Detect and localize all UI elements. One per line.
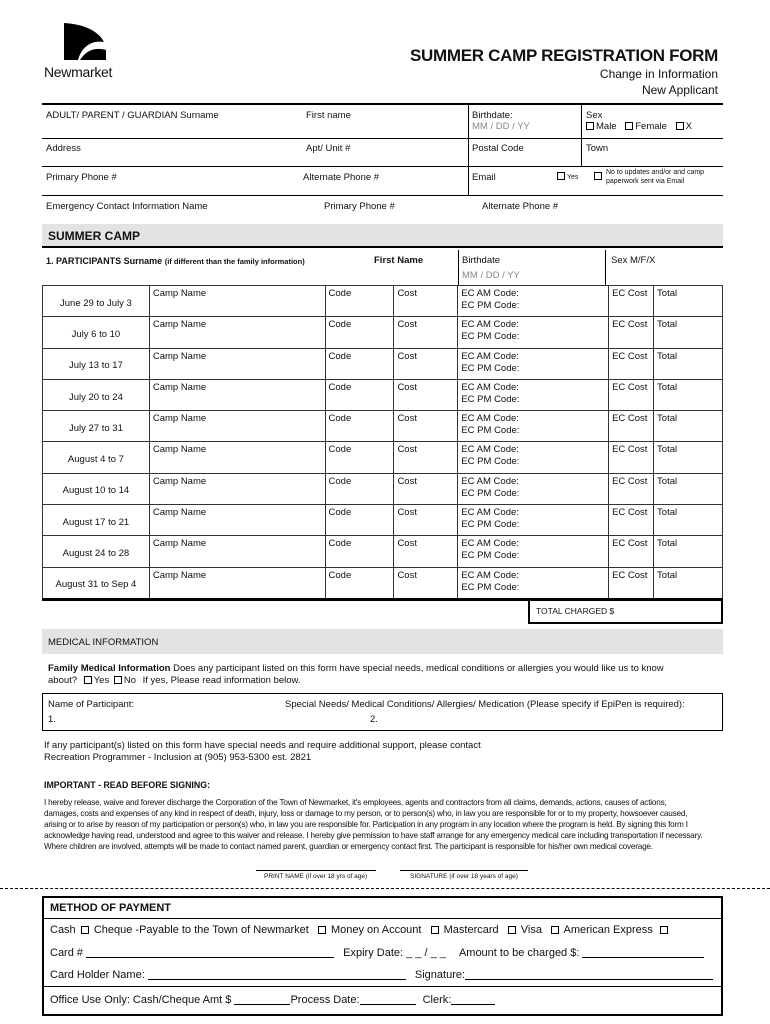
apt-label: Apt/ Unit # [306,143,351,154]
medical-box[interactable] [42,693,723,731]
surname-label: ADULT/ PARENT / GUARDIAN Surname [46,110,219,121]
camp-name-cell[interactable]: Camp Name [149,567,325,598]
week-dates: July 13 to 17 [43,348,150,379]
ec-code-cell[interactable]: EC AM Code: EC PM Code: [458,505,609,536]
mastercard-checkbox[interactable] [508,926,516,934]
emergency-primary-label: Primary Phone # [324,201,395,212]
camp-week-row [43,505,723,536]
week-dates: July 20 to 24 [43,379,150,410]
participants-label: 1. PARTICIPANTS Surname (if different than the family information) [46,256,305,266]
card-number-field[interactable] [86,948,334,958]
total-cell[interactable]: Total [654,317,723,348]
camp-name-cell[interactable]: Camp Name [149,505,325,536]
code-cell[interactable]: Code [325,505,394,536]
code-cell[interactable]: Code [325,473,394,504]
sex-options: Male Female X [584,121,692,132]
camp-name-cell[interactable]: Camp Name [149,473,325,504]
code-cell[interactable]: Code [325,567,394,598]
card-holder-field[interactable] [148,970,406,980]
ec-code-cell[interactable]: EC AM Code: EC PM Code: [458,286,609,317]
postal-code-label: Postal Code [472,143,524,154]
camp-week-row [43,473,723,504]
birthdate-label: Birthdate: [472,110,513,121]
week-dates: July 6 to 10 [43,317,150,348]
visa-checkbox[interactable] [551,926,559,934]
code-cell[interactable]: Code [325,442,394,473]
week-dates: August 31 to Sep 4 [43,567,150,598]
card-row: Card # Expiry Date: _ _ / _ _ Amount to be charged $: [44,942,721,964]
participant-birthdate-label: Birthdate [462,255,501,266]
code-cell[interactable]: Code [325,317,394,348]
camp-weeks-table [42,285,723,599]
waiver-text: I hereby release, waive and forever discharge the Corporation of the Town of Newmarket, it's employees, agents and contractors from all claims, demands, actions, causes of actions, damages, costs and expenses of any kind in respect of death, injury, loss or damage to my person, or to person(s) who, in law you are responsible for or to my property, howsoever caused, arising or to arise by reason of my participation or person(s) who, in law you are responsible for. Participation in any program in any location where the program is held. By signing this form I acknowledge having read, understood and agree to this waiver and release. I hereby give permission to have staff arrange for any emergency medical care including transportation if necessary. Where children are involved, attempts will be made to contact named parent, guardian or emergency contact first. The participant is responsible for his/her own medical coverage. [44,798,703,851]
participant-first-name-label: First Name [374,255,424,266]
week-dates: August 24 to 28 [43,536,150,567]
week-dates: June 29 to July 3 [43,286,150,317]
signature-label: SIGNATURE (if over 18 years of age) [410,873,518,880]
row-1: 1. [48,714,56,725]
week-dates: August 4 to 7 [43,442,150,473]
ec-cost-cell[interactable]: EC Cost [609,536,654,567]
camp-name-cell[interactable]: Camp Name [149,411,325,442]
cash-checkbox[interactable] [81,926,89,934]
cost-cell[interactable]: Cost [394,317,458,348]
waiver-heading: IMPORTANT - READ BEFORE SIGNING: [44,780,210,790]
cost-cell[interactable]: Cost [394,536,458,567]
medical-no-checkbox[interactable] [114,676,122,684]
alternate-phone-label: Alternate Phone # [303,172,380,183]
sex-label: Sex [586,110,603,121]
camp-name-cell[interactable]: Camp Name [149,379,325,410]
male-checkbox[interactable] [586,122,594,130]
cost-cell[interactable]: Cost [394,348,458,379]
total-cell[interactable]: Total [654,286,723,317]
camp-week-row [43,348,723,379]
camp-name-cell[interactable]: Camp Name [149,317,325,348]
camp-week-row [43,411,723,442]
cost-cell[interactable]: Cost [394,442,458,473]
medical-yes-no: about? Yes No If yes, Please read information below. [48,675,301,686]
email-no-label: No to updates and/or and camp [606,169,705,176]
ec-cost-cell[interactable]: EC Cost [609,442,654,473]
change-info-label: Change in Information [599,67,718,81]
signature-field[interactable] [465,970,713,980]
cost-cell[interactable]: Cost [394,567,458,598]
payment-methods: Cash Cheque -Payable to the Town of Newmarket Money on Account Mastercard Visa American Express [44,918,721,942]
camp-name-cell[interactable]: Camp Name [149,348,325,379]
week-dates: August 17 to 21 [43,505,150,536]
total-cell[interactable]: Total [654,505,723,536]
ec-code-cell[interactable]: EC AM Code: EC PM Code: [458,411,609,442]
holder-row: Card Holder Name: Signature: [44,964,721,986]
ec-code-cell[interactable]: EC AM Code: EC PM Code: [458,379,609,410]
camp-week-row [43,442,723,473]
emergency-contact-label: Emergency Contact Information Name [46,201,208,212]
medical-yes-checkbox[interactable] [84,676,92,684]
camp-name-cell[interactable]: Camp Name [149,442,325,473]
ec-cost-cell[interactable]: EC Cost [609,348,654,379]
row-2: 2. [370,714,378,725]
amount-field[interactable] [582,948,704,958]
email-yes: Yes [555,172,578,181]
ec-cost-cell[interactable]: EC Cost [609,505,654,536]
cheque-checkbox[interactable] [318,926,326,934]
ec-cost-cell[interactable]: EC Cost [609,473,654,504]
x-checkbox[interactable] [676,122,684,130]
ec-code-cell[interactable]: EC AM Code: EC PM Code: [458,473,609,504]
code-cell[interactable]: Code [325,536,394,567]
camp-week-row [43,536,723,567]
total-cell[interactable]: Total [654,536,723,567]
primary-phone-label: Primary Phone # [46,172,117,183]
money-on-account-checkbox[interactable] [431,926,439,934]
cut-line [0,888,770,889]
ec-cost-cell[interactable]: EC Cost [609,411,654,442]
office-row: Office Use Only: Cash/Cheque Amt $ Process Date: Clerk: [44,986,721,1014]
divider [42,103,723,105]
amex-checkbox[interactable] [660,926,668,934]
total-cell[interactable]: Total [654,442,723,473]
support-line-2: Recreation Programmer - Inclusion at (905) 953-5300 est. 2821 [44,752,312,763]
cost-cell[interactable]: Cost [394,286,458,317]
medical-bar [42,629,723,654]
cost-cell[interactable]: Cost [394,411,458,442]
week-dates: July 27 to 31 [43,411,150,442]
total-cell[interactable]: Total [654,473,723,504]
new-applicant-label: New Applicant [641,83,718,97]
participant-birthdate-format: MM / DD / YY [462,270,520,281]
summer-camp-bar [42,224,723,248]
total-cell[interactable]: Total [654,379,723,410]
participant-sex-label: Sex M/F/X [611,255,656,266]
office-amount-field[interactable] [234,995,290,1005]
medical-heading: MEDICAL INFORMATION [48,637,159,648]
emergency-alternate-label: Alternate Phone # [482,201,559,212]
total-charged-box[interactable] [528,600,723,624]
process-date-field[interactable] [360,995,416,1005]
cost-cell[interactable]: Cost [394,505,458,536]
payment-heading: METHOD OF PAYMENT [50,902,172,914]
ec-code-cell[interactable]: EC AM Code: EC PM Code: [458,442,609,473]
print-name-label: PRINT NAME (if over 18 yrs of age) [264,873,368,880]
first-name-label: First name [306,110,351,121]
ec-cost-cell[interactable]: EC Cost [609,379,654,410]
female-checkbox[interactable] [625,122,633,130]
town-label: Town [586,143,609,154]
camp-name-cell[interactable]: Camp Name [149,286,325,317]
email-label: Email [472,172,496,183]
ec-code-cell[interactable]: EC AM Code: EC PM Code: [458,567,609,598]
camp-name-cell[interactable]: Camp Name [149,536,325,567]
camp-week-row [43,286,723,317]
family-medical-line: Family Medical Information Does any participant listed on this form have special needs, medical conditions or allergies you would like us to know [48,663,664,674]
camp-week-row [43,567,723,598]
code-cell[interactable]: Code [325,348,394,379]
email-yes-checkbox[interactable] [557,172,565,180]
code-cell[interactable]: Code [325,411,394,442]
email-no-checkbox[interactable] [594,172,602,180]
support-line-1: If any participant(s) listed on this form have special needs and require additional support, please contact [44,740,481,751]
camp-week-row [43,379,723,410]
email-no-label-2: paperwork sent via Email [606,178,685,185]
ec-cost-cell[interactable]: EC Cost [609,286,654,317]
week-dates: August 10 to 14 [43,473,150,504]
clerk-field[interactable] [451,995,495,1005]
ec-cost-cell[interactable]: EC Cost [609,317,654,348]
camp-week-row [43,317,723,348]
cost-cell[interactable]: Cost [394,473,458,504]
page-title: SUMMER CAMP REGISTRATION FORM [409,46,718,65]
total-charged-label: TOTAL CHARGED $ [536,606,615,616]
ec-code-cell[interactable]: EC AM Code: EC PM Code: [458,348,609,379]
org-name: Newmarket [44,64,113,80]
code-cell[interactable]: Code [325,379,394,410]
payment-box [42,896,723,1016]
participant-name-label: Name of Participant: [48,699,135,710]
address-label: Address [46,143,81,154]
cost-cell[interactable]: Cost [394,379,458,410]
ec-code-cell[interactable]: EC AM Code: EC PM Code: [458,536,609,567]
total-cell[interactable]: Total [654,567,723,598]
total-cell[interactable]: Total [654,348,723,379]
ec-cost-cell[interactable]: EC Cost [609,567,654,598]
code-cell[interactable]: Code [325,286,394,317]
summer-camp-heading: SUMMER CAMP [48,229,140,243]
total-cell[interactable]: Total [654,411,723,442]
birthdate-format: MM / DD / YY [472,121,530,132]
ec-code-cell[interactable]: EC AM Code: EC PM Code: [458,317,609,348]
special-needs-label: Special Needs/ Medical Conditions/ Allergies/ Medication (Please specify if EpiPen is required): [285,699,685,710]
